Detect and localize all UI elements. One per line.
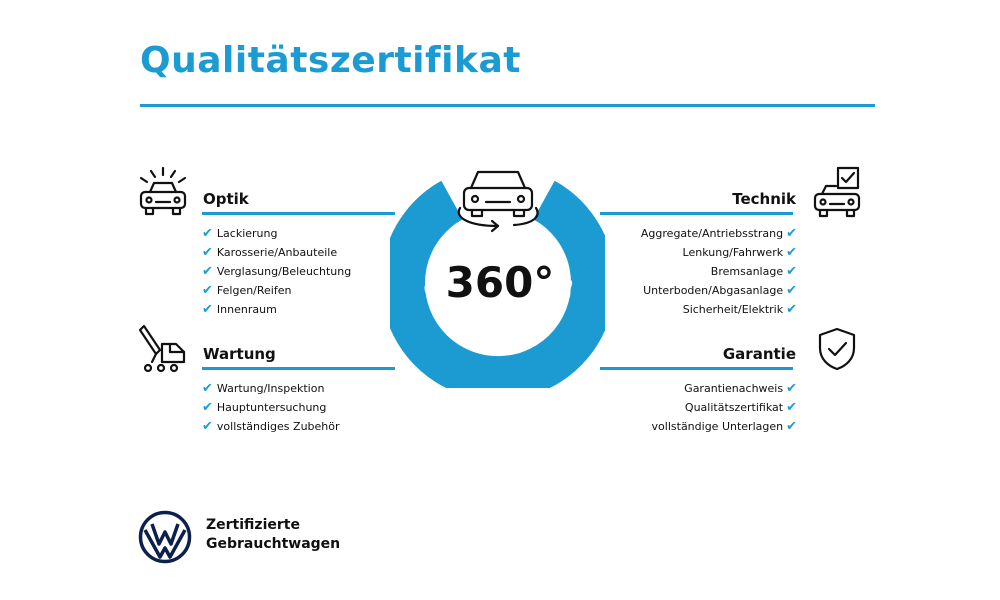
check-icon: ✔ <box>786 381 797 396</box>
list-item: ✔ Verglasung/Beleuchtung <box>202 264 352 279</box>
section-divider-technik <box>600 212 793 215</box>
list-item: vollständige Unterlagen ✔ <box>651 419 797 434</box>
vw-logo-icon <box>138 510 192 564</box>
check-icon: ✔ <box>786 245 797 260</box>
check-icon: ✔ <box>786 419 797 434</box>
check-icon: ✔ <box>202 302 213 317</box>
list-garantie <box>652 379 797 436</box>
shield-check-icon <box>814 326 860 372</box>
check-icon: ✔ <box>786 226 797 241</box>
check-icon: ✔ <box>786 302 797 317</box>
car-repair-icon <box>136 322 190 376</box>
list-item: ✔ Lackierung <box>202 226 278 241</box>
check-icon: ✔ <box>786 264 797 279</box>
list-item: Sicherheit/Elektrik ✔ <box>682 302 797 317</box>
section-heading-optik: Optik <box>203 190 249 208</box>
check-icon: ✔ <box>786 400 797 415</box>
section-heading-wartung: Wartung <box>203 345 276 363</box>
list-item: Unterboden/Abgasanlage ✔ <box>643 283 797 298</box>
car-checkbox-icon <box>810 166 864 220</box>
section-heading-garantie: Garantie <box>722 345 796 363</box>
brand-line-2: Gebrauchtwagen <box>206 536 341 552</box>
list-item: Bremsanlage ✔ <box>710 264 797 279</box>
page-title: Qualitätszertifikat <box>140 40 521 81</box>
title-divider <box>140 104 875 107</box>
list-item: ✔ Innenraum <box>202 302 277 317</box>
section-divider-optik <box>202 212 395 215</box>
list-item: Qualitätszertifikat ✔ <box>684 400 797 415</box>
badge-360: 360° <box>445 258 555 307</box>
check-icon: ✔ <box>202 226 213 241</box>
check-icon: ✔ <box>202 283 213 298</box>
check-icon: ✔ <box>202 400 213 415</box>
brand-line-1: Zertifizierte <box>206 517 300 533</box>
list-optik <box>202 224 351 319</box>
list-item: Garantienachweis ✔ <box>684 381 797 396</box>
list-item: ✔ Hauptuntersuchung <box>202 400 327 415</box>
list-item: Lenkung/Fahrwerk ✔ <box>682 245 797 260</box>
list-item: ✔ Karosserie/Anbauteile <box>202 245 338 260</box>
list-item: ✔ vollständiges Zubehör <box>202 419 340 434</box>
car-lights-icon <box>136 166 190 220</box>
list-item: ✔ Felgen/Reifen <box>202 283 292 298</box>
list-item: Aggregate/Antriebsstrang ✔ <box>640 226 797 241</box>
check-icon: ✔ <box>202 419 213 434</box>
check-icon: ✔ <box>202 264 213 279</box>
check-icon: ✔ <box>786 283 797 298</box>
section-divider-garantie <box>600 367 793 370</box>
check-icon: ✔ <box>202 245 213 260</box>
car-360-icon <box>459 172 538 231</box>
list-item: ✔ Wartung/Inspektion <box>202 381 325 396</box>
list-wartung <box>202 379 340 436</box>
check-icon: ✔ <box>202 381 213 396</box>
arc-label: ebrauchtwagen-Chec <box>418 277 578 358</box>
section-divider-wartung <box>202 367 395 370</box>
section-heading-technik: Technik <box>732 190 796 208</box>
list-technik <box>641 224 797 319</box>
brand-label <box>206 516 340 554</box>
